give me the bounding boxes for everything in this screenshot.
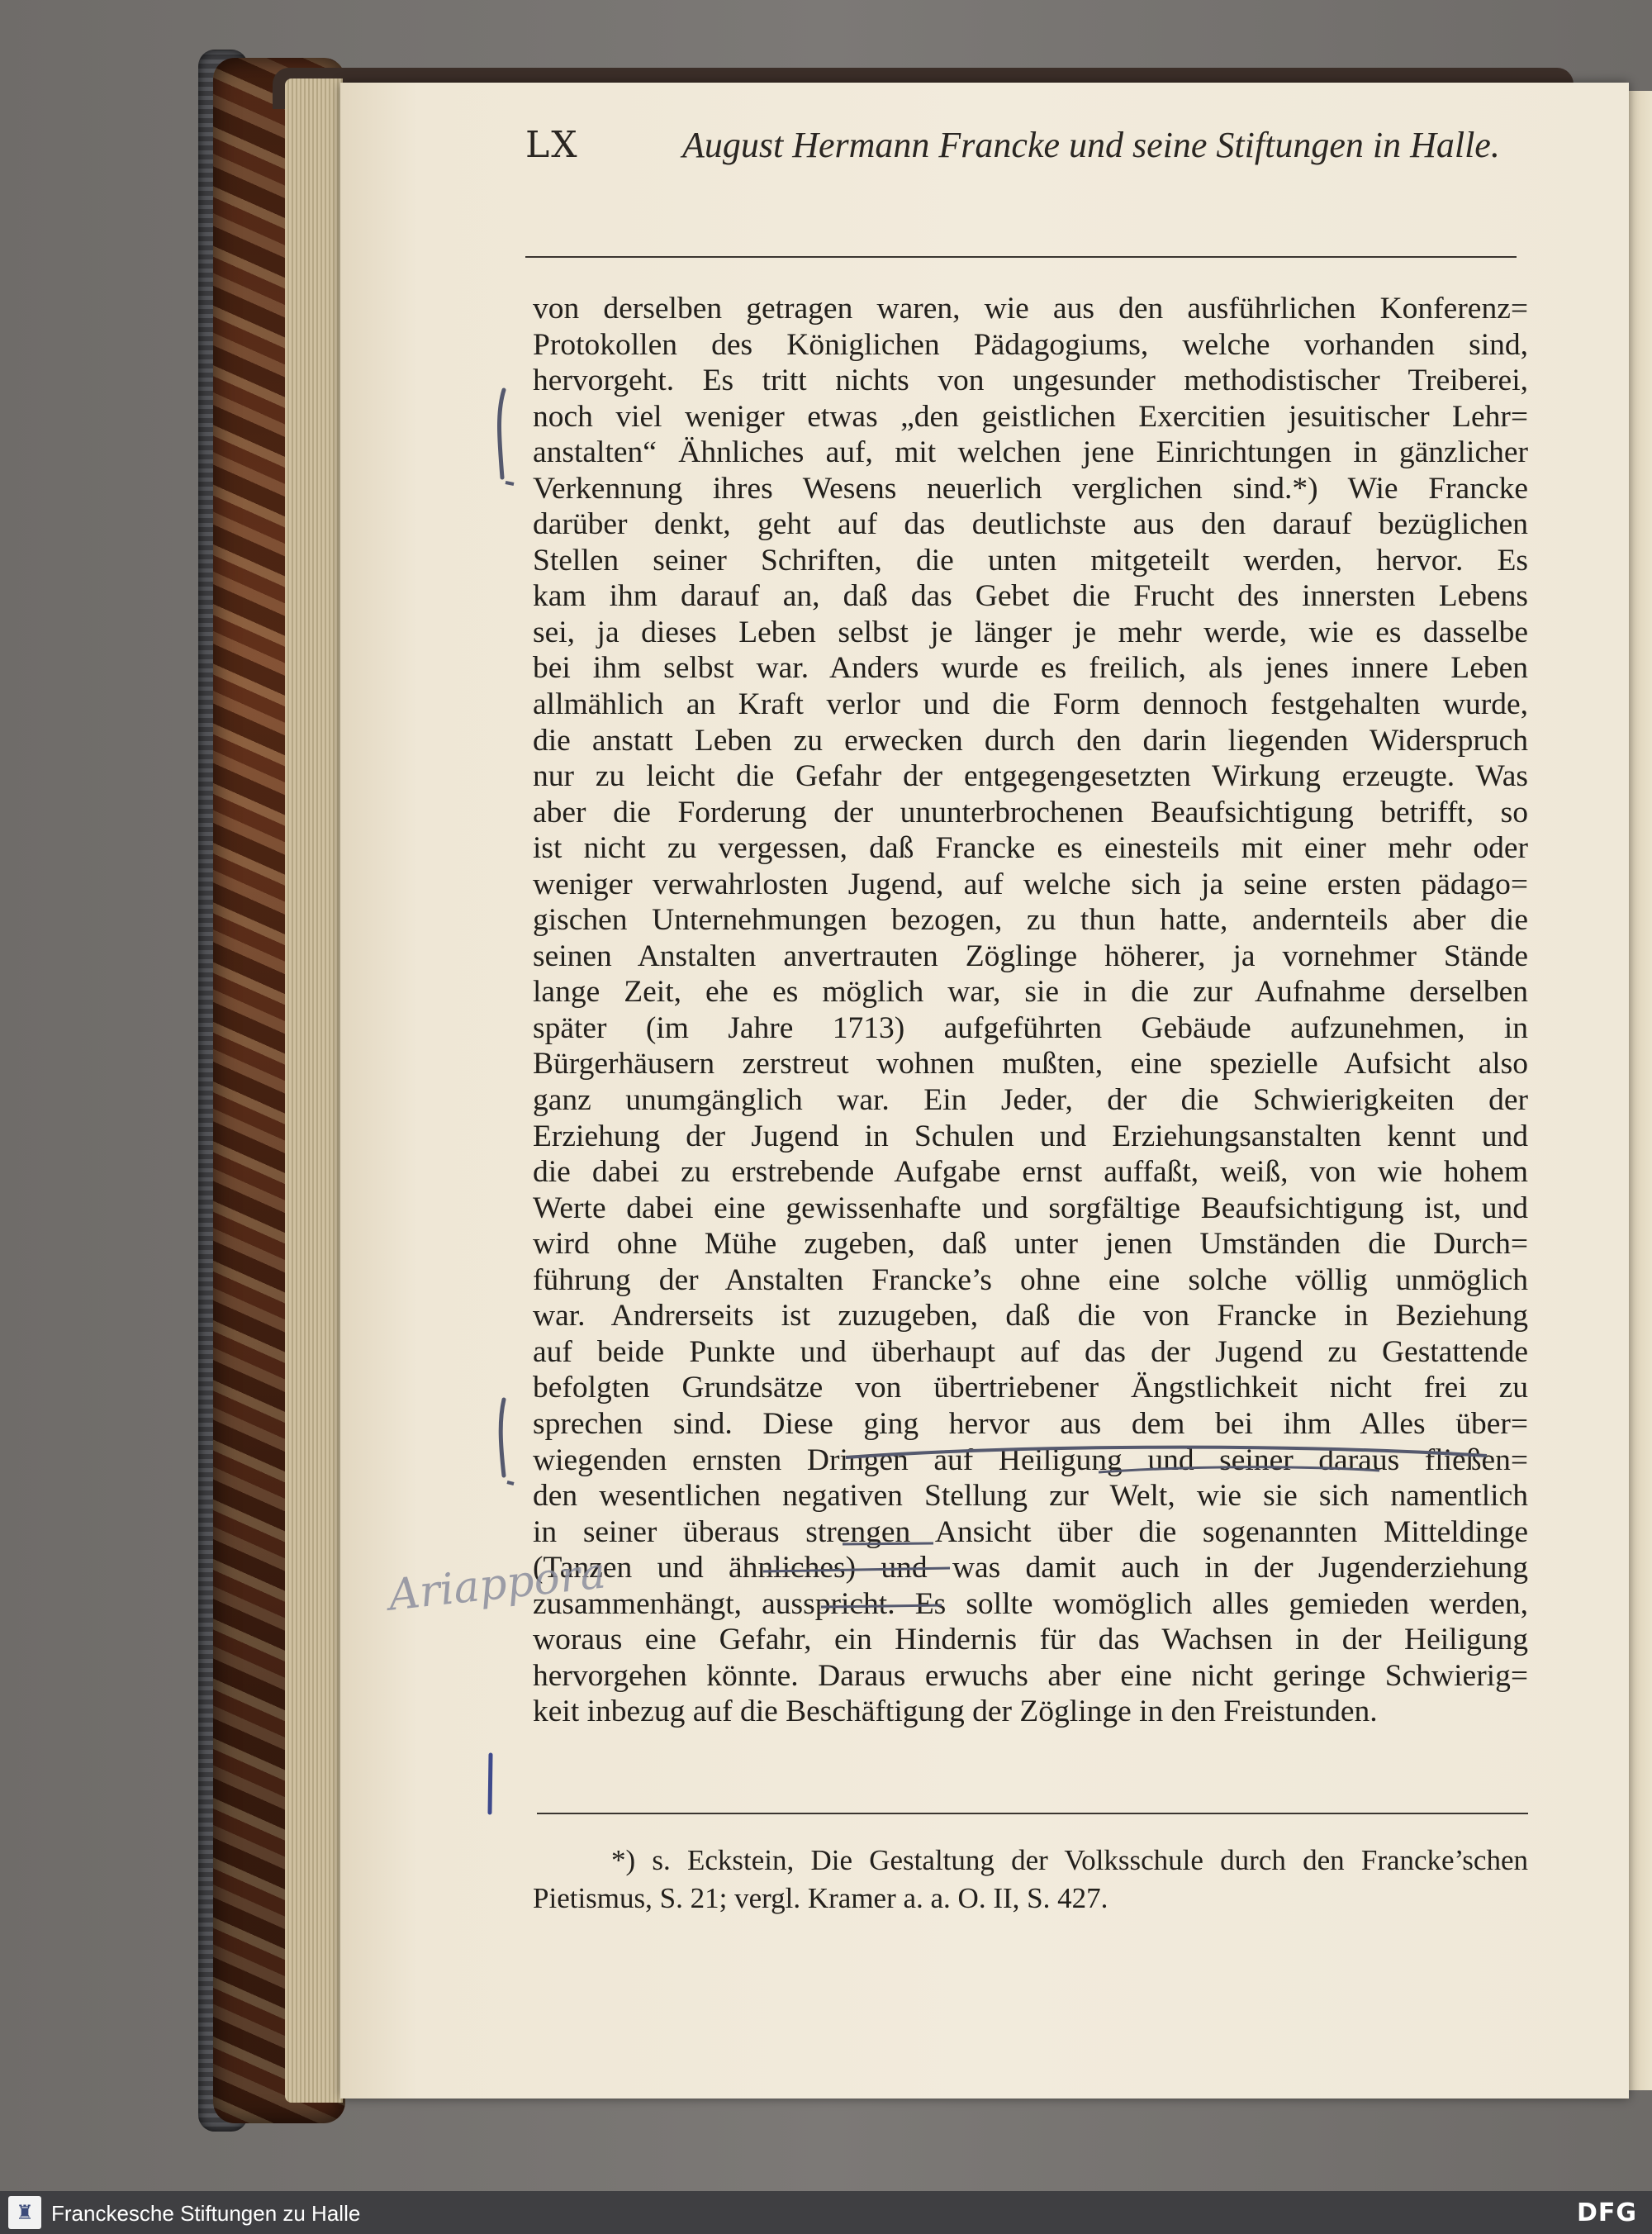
- body-line: die dabei zu erstrebende Aufgabe ernst auffaßt, weiß, von wie hohem: [533, 1155, 1528, 1190]
- underline-mark-negativen: [760, 1563, 958, 1588]
- body-line: allmählich an Kraft verlor und die Form dennoch festgehalten wurde,: [533, 687, 1528, 722]
- body-line: aber die Forderung der ununterbrochenen Beaufsichtigung betrifft, so: [533, 795, 1528, 829]
- body-line: wird ohne Mühe zugeben, daß unter jenen Umständen die Durch=: [533, 1227, 1528, 1262]
- body-line: Werte dabei eine gewissenhafte und sorgfältige Beaufsichtigung ist, und: [533, 1191, 1528, 1225]
- body-line: sprechen sind. Diese ging hervor aus dem bei ihm Alles über=: [533, 1406, 1528, 1441]
- body-line: war. Andrerseits ist zuzugeben, daß die von Francke in Beziehung: [533, 1299, 1528, 1333]
- body-line: nur zu leicht die Gefahr der entgegengesetzten Wirkung erzeugte. Was: [533, 759, 1528, 794]
- body-line: Bürgerhäusern zerstreut wohnen mußten, eine spezielle Aufsicht also: [533, 1047, 1528, 1081]
- footnote-rule: [537, 1813, 1528, 1814]
- margin-bracket-mark: [489, 387, 522, 486]
- body-line: gischen Unternehmungen bezogen, zu thun hatte, andernteils aber die: [533, 903, 1528, 938]
- institution-label[interactable]: Franckesche Stiftungen zu Halle: [51, 2201, 361, 2226]
- viewer-footer-bar: [0, 2191, 1652, 2234]
- body-line: lange Zeit, ehe es möglich war, sie in die zur Aufnahme derselben: [533, 975, 1528, 1010]
- body-line: zusammenhängt, ausspricht. Es sollte womöglich alles gemieden werden,: [533, 1586, 1528, 1621]
- body-line: weniger verwahrlosten Jugend, auf welche sich ja seine ersten pädago=: [533, 867, 1528, 901]
- underline-mark-strengen: [818, 1600, 950, 1617]
- body-line: auf beide Punkte und überhaupt auf das der Jugend zu Gestattende: [533, 1334, 1528, 1369]
- margin-bracket-mark-2: [492, 1396, 525, 1487]
- body-line: Erziehung der Jugend in Schulen und Erziehungsanstalten kennt und: [533, 1119, 1528, 1153]
- body-line: Protokollen des Königlichen Pädagogiums, welche vorhanden sind,: [533, 327, 1528, 362]
- footnote-line: Pietismus, S. 21; vergl. Kramer a. a. O. II, S. 427.: [533, 1882, 1108, 1914]
- body-line: von derselben getragen waren, wie aus den ausführlichen Konferenz=: [533, 292, 1528, 326]
- body-line: seinen Anstalten anvertrauten Zöglinge höherer, ja vornehmer Stände: [533, 939, 1528, 973]
- body-line: in seiner überaus strengen Ansicht über die sogenannten Mitteldinge: [533, 1514, 1528, 1549]
- body-line: (Tanzen und ähnliches) und was damit auch in der Jugenderziehung: [533, 1551, 1528, 1585]
- footnotes: [533, 1842, 1528, 1918]
- underline-marks: [843, 1438, 1503, 1553]
- body-line: bei ihm selbst war. Anders wurde es freilich, als jenes innere Leben: [533, 651, 1528, 686]
- body-line: woraus eine Gefahr, ein Hindernis für das Wachsen in der Heiligung: [533, 1623, 1528, 1657]
- body-line: den wesentlichen negativen Stellung zur Welt, wie sie sich namentlich: [533, 1479, 1528, 1514]
- tower-logo-icon: ♜: [8, 2196, 41, 2229]
- body-line: noch viel weniger etwas „den geistlichen Exercitien jesuitischer Lehr=: [533, 399, 1528, 434]
- running-title: August Hermann Francke und seine Stiftungen in Halle.: [682, 125, 1500, 165]
- body-line: hervorgehen könnte. Daraus erwuchs aber eine nicht geringe Schwierig=: [533, 1658, 1528, 1693]
- body-line: hervorgeht. Es tritt nichts von ungesunder methodistischer Treiberei,: [533, 364, 1528, 398]
- page-edges: [285, 78, 343, 2103]
- body-line: keit inbezug auf die Beschäftigung der Zöglinge in den Freistunden.: [533, 1695, 1378, 1729]
- body-line: darüber denkt, geht auf das deutlichste aus den darauf bezüglichen: [533, 507, 1528, 542]
- footnote-line: *) s. Eckstein, Die Gestaltung der Volksschule durch den Francke’schen: [611, 1844, 1528, 1876]
- body-line: anstalten“ Ähnliches auf, mit welchen jene Einrichtungen in gänzlicher: [533, 435, 1528, 470]
- body-line: später (im Jahre 1713) aufgeführten Gebäude aufzunehmen, in: [533, 1010, 1528, 1045]
- body-line: ist nicht zu vergessen, daß Francke es einesteils mit einer mehr oder: [533, 831, 1528, 866]
- body-line: die anstatt Leben zu erwecken durch den darin liegenden Widerspruch: [533, 723, 1528, 758]
- next-page-edge: [1626, 91, 1652, 2090]
- funder-label: DFG: [1576, 2198, 1637, 2227]
- page-number: LX: [525, 124, 579, 166]
- body-line: Verkennung ihres Wesens neuerlich verglichen sind.*) Wie Francke: [533, 471, 1528, 506]
- body-line: Stellen seiner Schriften, die unten mitgeteilt werden, hervor. Es: [533, 543, 1528, 578]
- body-line: ganz unumgänglich war. Ein Jeder, der die Schwierigkeiten der: [533, 1083, 1528, 1118]
- body-line: wiegenden ernsten Dringen auf Heiligung und seiner daraus fließen=: [533, 1443, 1528, 1477]
- body-line: führung der Anstalten Francke’s ohne eine solche völlig unmöglich: [533, 1262, 1528, 1297]
- margin-note-handwritten: Ariappora: [386, 1548, 609, 1621]
- body-line: kam ihm darauf an, daß das Gebet die Frucht des innersten Lebens: [533, 579, 1528, 614]
- body-line: sei, ja dieses Leben selbst je länger je mehr werde, wie es dasselbe: [533, 615, 1528, 649]
- body-line: befolgten Grundsätze von übertriebener Ängstlichkeit nicht frei zu: [533, 1371, 1528, 1405]
- margin-line-mark: [482, 1752, 499, 1818]
- header-rule: [525, 256, 1517, 258]
